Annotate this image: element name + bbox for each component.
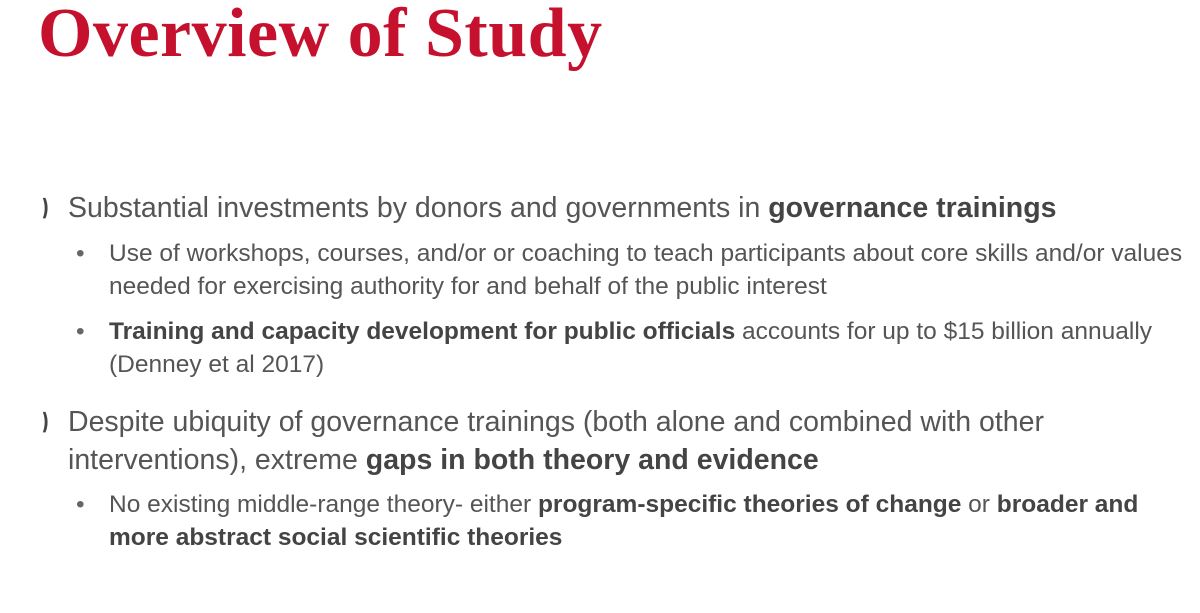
subbullet-theory <box>76 488 1186 554</box>
bullet-gaps <box>36 403 1176 479</box>
bullet-investments <box>36 189 1176 227</box>
level2-bullet-icon: • <box>76 240 85 267</box>
subbullet-text-plain: or <box>961 491 997 518</box>
level2-bullet-icon: • <box>76 491 85 518</box>
bullet-text-plain: Despite ubiquity of governance trainings (both alone and combined with other interventions), extreme <box>68 406 1044 476</box>
subbullet-training-capacity <box>76 315 1186 381</box>
bullet-text <box>36 403 1176 479</box>
subbullet-text-plain: No existing middle-range theory- either <box>109 491 538 518</box>
subbullet-workshops <box>76 237 1186 303</box>
subbullet-text-bold: Training and capacity development for public officials <box>109 318 736 345</box>
subbullet-text-bold: program-specific theories of change <box>537 491 962 518</box>
bullet-text <box>36 189 1176 227</box>
level2-bullet-icon: • <box>76 318 85 345</box>
level1-bullet-icon: ❫ <box>39 195 51 220</box>
subbullet-text: Use of workshops, courses, and/or or coaching to teach participants about core skills and/or values needed for exercising authority for and behalf of the public interest <box>109 240 1183 300</box>
level1-bullet-icon: ❫ <box>39 409 51 434</box>
subbullet-text-bold: broader and more abstract social scientific theories <box>109 491 1139 551</box>
subbullet-text-plain: accounts for up to $15 billion annually (Denney et al 2017) <box>109 318 1153 378</box>
subbullet-text <box>76 488 1186 554</box>
slide-title: Overview of Study <box>38 0 603 72</box>
bullet-text-bold: governance trainings <box>768 192 1057 224</box>
subbullet-text <box>76 315 1186 381</box>
bullet-text-bold: gaps in both theory and evidence <box>365 444 819 476</box>
bullet-text-plain: Substantial investments by donors and governments in <box>68 192 769 224</box>
